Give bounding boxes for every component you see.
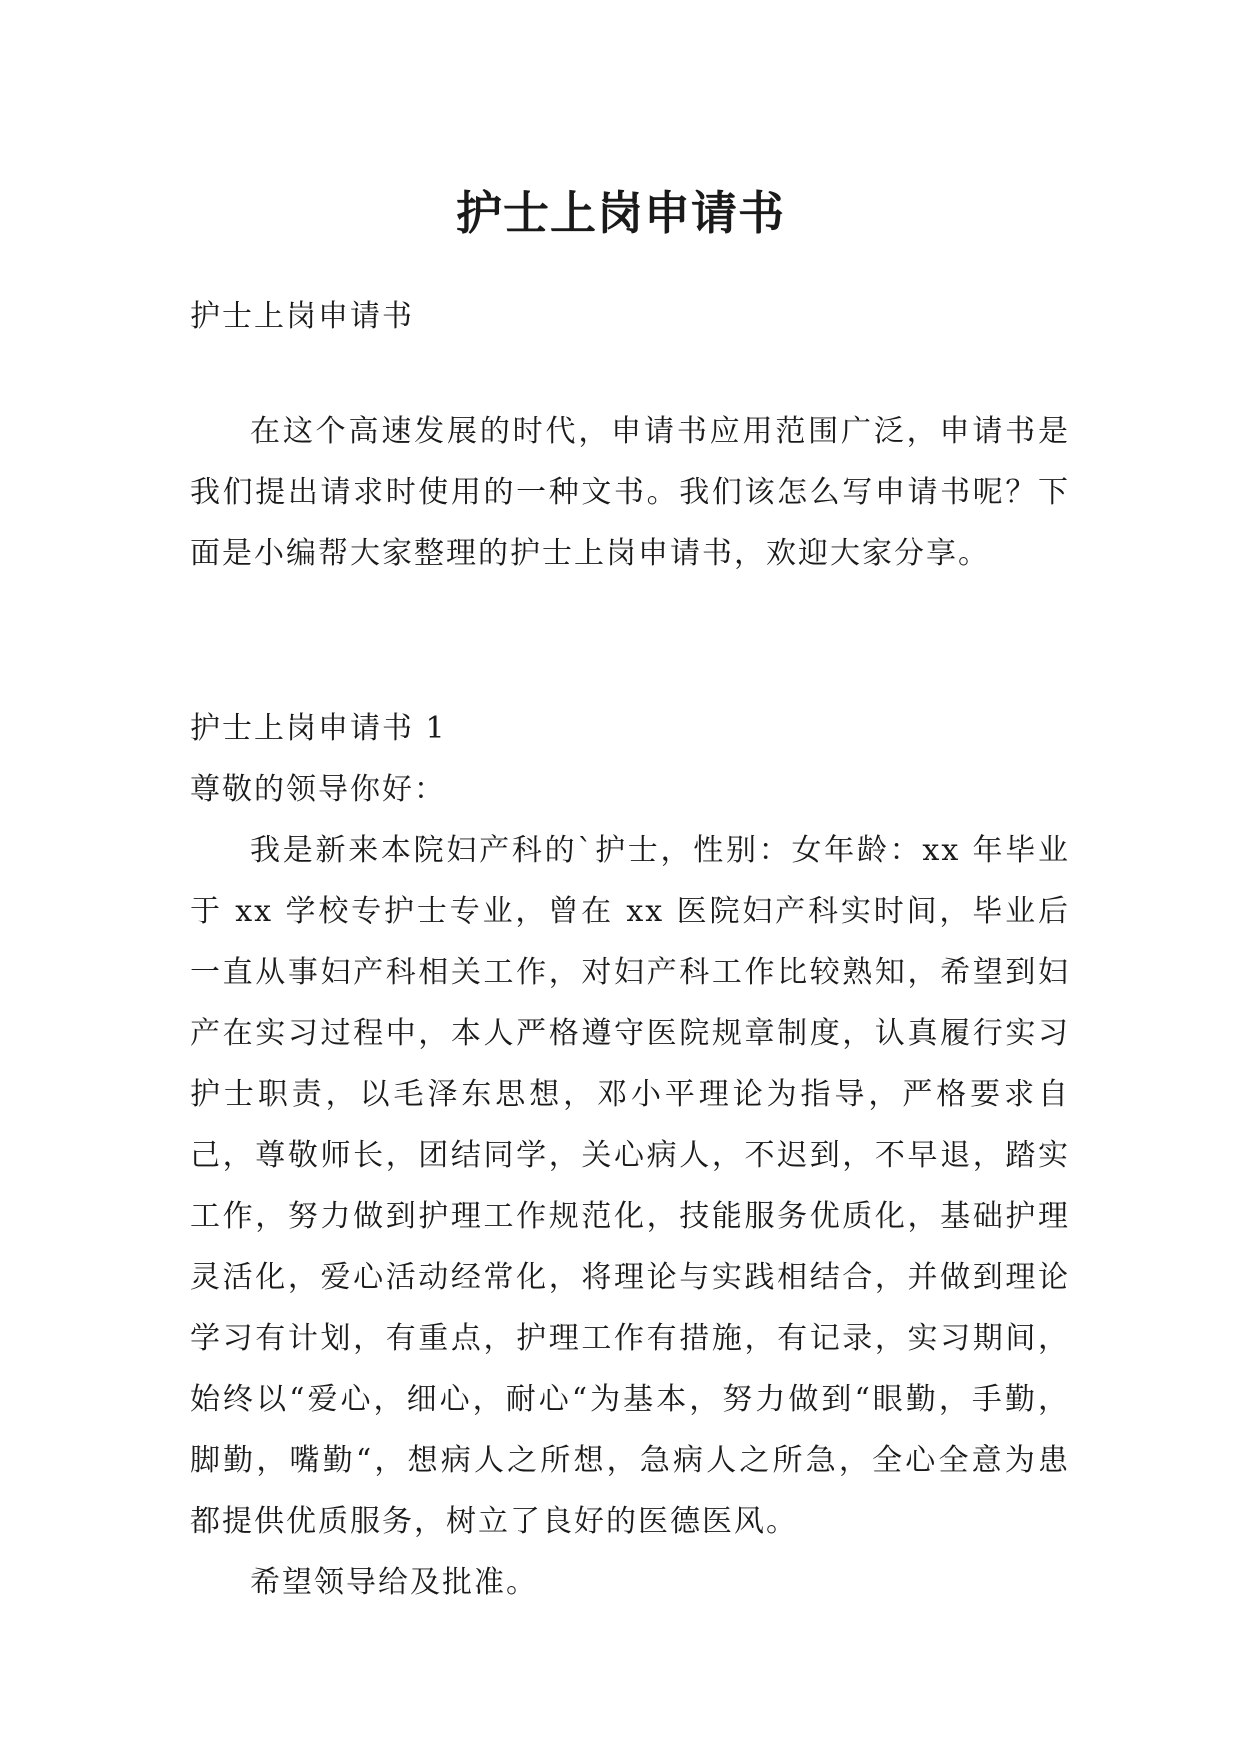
section-1-closing: 希望领导给及批准。 <box>250 1565 538 1600</box>
section-1-salutation: 尊敬的领导你好： <box>190 772 446 807</box>
section-1 <box>190 698 1070 1613</box>
intro-block <box>190 401 1070 584</box>
intro-paragraph: 在这个高速发展的时代，申请书应用范围广泛，申请书是我们提出请求时使用的一种文书。我们该怎么写申请书呢？下面是小编帮大家整理的护士上岗申请书，欢迎大家分享。 <box>190 414 1070 571</box>
document-title: 护士上岗申请书 <box>456 185 785 240</box>
section-1-body-paragraph: 我是新来本院妇产科的`护士，性别：女年龄：xx 年毕业于 xx 学校专护士专业，曾在 xx 医院妇产科实时间，毕业后一直从事妇产科相关工作，对妇产科工作比较熟知，希望到妇产在实习过程中，本人严格遵守医院规章制度，认真履行实习护士职责，以毛泽东思想，邓小平理论为指导，严格要求自己，尊敬师长，团结同学，关心病人，不迟到，不早退，踏实工作，努力做到护理工作规范化，技能服务优质化，基础护理灵活化，爱心活动经常化，将理论与实践相结合，并做到理论学习有计划，有重点，护理工作有措施，有记录，实习期间，始终以“爱心，细心，耐心“为基本，努力做到“眼勤，手勤，脚勤，嘴勤“，想病人之所想，急病人之所急，全心全意为患都提供优质服务，树立了良好的医德医风。 <box>190 833 1070 1539</box>
section-1-heading: 护士上岗申请书 1 <box>190 711 447 746</box>
document-subtitle-block <box>190 286 1070 347</box>
document-subtitle: 护士上岗申请书 <box>190 299 414 334</box>
